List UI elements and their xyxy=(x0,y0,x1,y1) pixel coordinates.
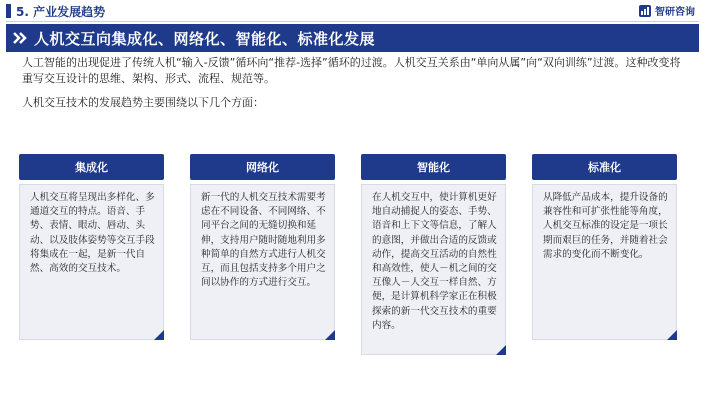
section-accent-bar xyxy=(6,4,11,18)
trend-card-body xyxy=(532,184,677,340)
title-banner xyxy=(6,24,699,52)
trend-card-body xyxy=(19,184,164,340)
trend-card-body xyxy=(190,184,335,340)
trend-card-text: 在人机交互中，使计算机更好地自动捕捉人的姿态、手势、语音和上下文等信息，了解人的意图，并做出合适的反馈或动作，提高交互活动的自然性和高效性，使人－机之间的交互像人－人交互一样自然、方便，是计算机科学家正在积极探索的新一代交互技术的重要内容。 xyxy=(372,192,497,331)
corner-marker xyxy=(325,330,335,340)
trend-card-intelligence xyxy=(361,154,506,355)
trend-card-standardization xyxy=(532,154,677,340)
banner-title: 人机交互向集成化、网络化、智能化、标准化发展 xyxy=(34,29,376,48)
header-divider xyxy=(6,21,699,22)
corner-marker xyxy=(667,330,677,340)
trend-card-text: 从降低产品成本，提升设备的兼容性和可扩张性能等角度，人机交互标准的设定是一项长期而艰巨的任务，并随着社会需求的变化而不断变化。 xyxy=(543,192,668,260)
trend-card-body xyxy=(361,184,506,355)
brand xyxy=(639,3,695,18)
trend-card-text: 人机交互将呈现出多样化、多通道交互的特点。语音、手势、表情、眼动、唇动、头动、以及肢体姿势等交互手段将集成在一起，是新一代自然、高效的交互技术。 xyxy=(30,192,155,275)
double-chevron-icon xyxy=(12,30,28,46)
trend-card-title: 标准化 xyxy=(532,154,677,180)
zhiyan-logo-icon xyxy=(639,5,651,17)
trend-card-integration xyxy=(19,154,164,340)
trend-lead-text: 人机交互技术的发展趋势主要围绕以下几个方面： xyxy=(22,96,264,109)
trend-card-title: 集成化 xyxy=(19,154,164,180)
trend-card-title: 智能化 xyxy=(361,154,506,180)
intro-paragraph: 人工智能的出现促进了传统人机“输入-反馈”循环向“推荐-选择”循环的过渡。人机交互关系由“单向从属”向“双向训练”过渡。这种改变将重写交互设计的思维、架构、形式、流程、规范等。 xyxy=(22,56,681,85)
trend-card-text: 新一代的人机交互技术需要考虑在不同设备、不同网络、不同平台之间的无缝切换和延伸，支持用户随时随地利用多种简单的自然方式进行人机交互，而且包括支持多个用户之间以协作的方式进行交互。 xyxy=(201,192,326,289)
corner-marker xyxy=(496,345,506,355)
section-title: 5. 产业发展趋势 xyxy=(16,5,106,19)
corner-marker xyxy=(154,330,164,340)
trend-card-title: 网络化 xyxy=(190,154,335,180)
trend-card-networking xyxy=(190,154,335,340)
brand-name: 智研咨询 xyxy=(655,7,695,18)
top-bar xyxy=(0,0,705,22)
